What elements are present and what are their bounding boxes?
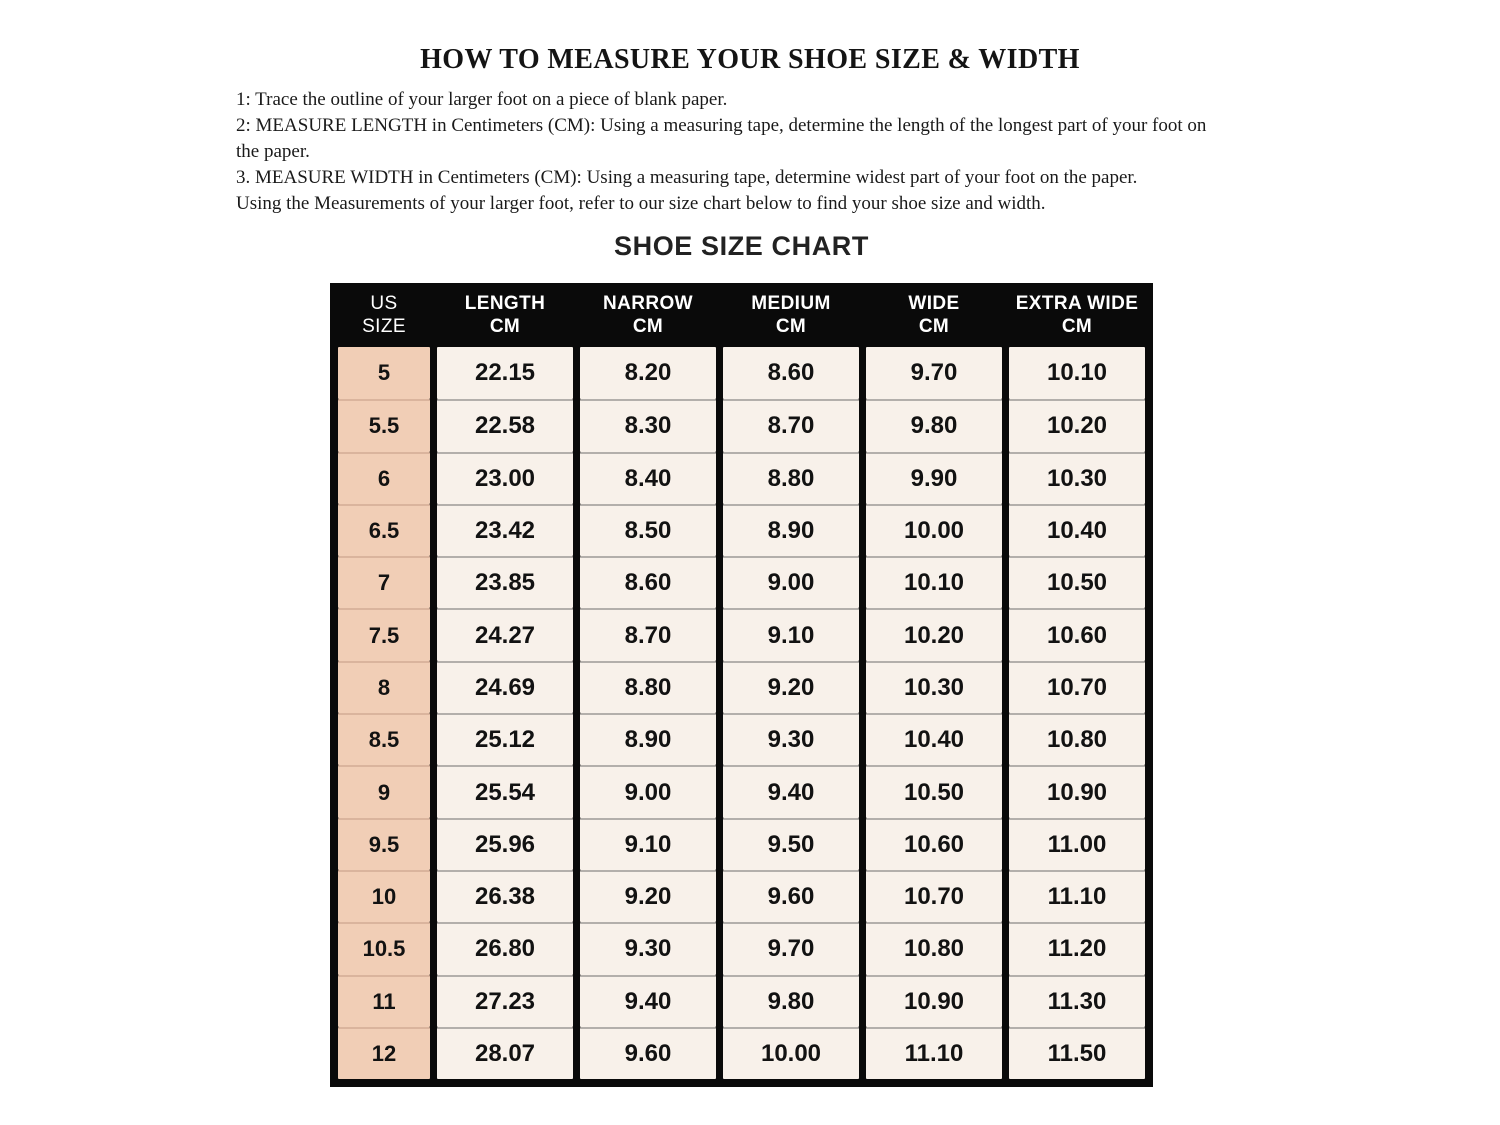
column-header-extra-wide [1009,292,1145,338]
column-header-line1: WIDE [908,293,960,314]
table-cell: 9.20 [723,661,859,713]
row-size-label: 6 [338,452,430,504]
table-cell: 9.30 [580,922,716,974]
table-cell: 11.00 [1009,818,1145,870]
table-cell: 10.90 [1009,765,1145,817]
column-header-line2: CM [918,316,950,337]
table-cell: 26.38 [437,870,573,922]
table-cell: 11.10 [866,1027,1002,1079]
table-cell: 9.10 [580,818,716,870]
table-cell: 22.58 [437,399,573,451]
table-cell: 10.60 [866,818,1002,870]
row-size-label: 8.5 [338,713,430,765]
table-cell: 25.54 [437,765,573,817]
column-header-line1: LENGTH [464,293,546,314]
row-size-label: 12 [338,1027,430,1079]
row-size-label: 10 [338,870,430,922]
table-cell: 10.00 [723,1027,859,1079]
page-title: HOW TO MEASURE YOUR SHOE SIZE & WIDTH [420,44,1080,75]
column-header-narrow [580,292,716,338]
table-cell: 23.42 [437,504,573,556]
table-cell: 8.60 [723,347,859,399]
column-header-line1: MEDIUM [751,293,831,314]
column-header-line2: CM [1061,316,1093,337]
table-cell: 9.80 [866,399,1002,451]
instructions [236,87,1218,217]
column-header-line2: SIZE [362,316,406,337]
table-cell: 9.20 [580,870,716,922]
table-cell: 10.00 [866,504,1002,556]
table-cell: 10.60 [1009,608,1145,660]
table-cell: 10.30 [866,661,1002,713]
table-cell: 25.96 [437,818,573,870]
column-header-line1: EXTRA WIDE [1015,293,1139,314]
table-cell: 8.50 [580,504,716,556]
table-cell: 11.50 [1009,1027,1145,1079]
column-header-wide [866,292,1002,338]
table-cell: 24.27 [437,608,573,660]
column-header-line1: NARROW [603,293,693,314]
table-cell: 10.80 [866,922,1002,974]
table-cell: 10.30 [1009,452,1145,504]
table-cell: 10.40 [1009,504,1145,556]
table-cell: 28.07 [437,1027,573,1079]
column-header-line1: US [370,293,398,314]
table-cell: 11.20 [1009,922,1145,974]
row-size-label: 6.5 [338,504,430,556]
table-cell: 9.80 [723,975,859,1027]
table-cell: 9.00 [580,765,716,817]
column-header-line2: CM [775,316,807,337]
table-cell: 25.12 [437,713,573,765]
table-cell: 8.20 [580,347,716,399]
table-cell: 8.90 [723,504,859,556]
instruction-step-3: 3. MEASURE WIDTH in Centimeters (CM): Using a measuring tape, determine widest part of your foot on the paper. [236,167,1138,188]
table-cell: 9.40 [723,765,859,817]
shoe-size-table [330,283,1153,1087]
table-cell: 8.80 [580,661,716,713]
instruction-step-1: 1: Trace the outline of your larger foot on a piece of blank paper. [236,89,728,110]
table-cell: 9.30 [723,713,859,765]
row-size-label: 5.5 [338,399,430,451]
row-size-label: 9 [338,765,430,817]
table-cell: 10.10 [866,556,1002,608]
table-header-row [338,283,1145,347]
table-cell: 9.60 [723,870,859,922]
table-cell: 10.20 [866,608,1002,660]
table-cell: 9.50 [723,818,859,870]
table-cell: 10.90 [866,975,1002,1027]
table-cell: 9.60 [580,1027,716,1079]
row-size-label: 10.5 [338,922,430,974]
row-size-label: 5 [338,347,430,399]
column-header-length [437,292,573,338]
row-size-label: 11 [338,975,430,1027]
instruction-note: Using the Measurements of your larger foot, refer to our size chart below to find your shoe size and width. [236,193,1046,214]
table-cell: 9.70 [866,347,1002,399]
table-cell: 10.70 [1009,661,1145,713]
table-cell: 23.85 [437,556,573,608]
table-cell: 10.40 [866,713,1002,765]
column-header-us [338,292,430,338]
column-header-line2: CM [632,316,664,337]
table-cell: 8.60 [580,556,716,608]
table-cell: 9.70 [723,922,859,974]
table-cell: 11.10 [1009,870,1145,922]
row-size-label: 9.5 [338,818,430,870]
table-cell: 8.30 [580,399,716,451]
row-size-label: 7.5 [338,608,430,660]
table-cell: 9.10 [723,608,859,660]
table-cell: 24.69 [437,661,573,713]
table-cell: 23.00 [437,452,573,504]
table-cell: 8.80 [723,452,859,504]
table-cell: 10.10 [1009,347,1145,399]
table-cell: 26.80 [437,922,573,974]
table-cell: 10.20 [1009,399,1145,451]
table-cell: 10.80 [1009,713,1145,765]
table-cell: 10.50 [866,765,1002,817]
table-cell: 8.90 [580,713,716,765]
table-cell: 8.70 [580,608,716,660]
table-cell: 10.50 [1009,556,1145,608]
table-cell: 8.70 [723,399,859,451]
table-cell: 9.40 [580,975,716,1027]
chart-title: SHOE SIZE CHART [613,231,870,261]
row-size-label: 8 [338,661,430,713]
instruction-step-2: 2: MEASURE LENGTH in Centimeters (CM): Using a measuring tape, determine the length of the longest part of your foot on the paper. [236,115,1207,162]
table-cell: 8.40 [580,452,716,504]
column-header-medium [723,292,859,338]
table-cell: 22.15 [437,347,573,399]
column-header-line2: CM [489,316,521,337]
table-cell: 9.90 [866,452,1002,504]
table-cell: 9.00 [723,556,859,608]
table-cell: 10.70 [866,870,1002,922]
table-cell: 11.30 [1009,975,1145,1027]
table-cell: 27.23 [437,975,573,1027]
row-size-label: 7 [338,556,430,608]
table-body [338,347,1145,1079]
